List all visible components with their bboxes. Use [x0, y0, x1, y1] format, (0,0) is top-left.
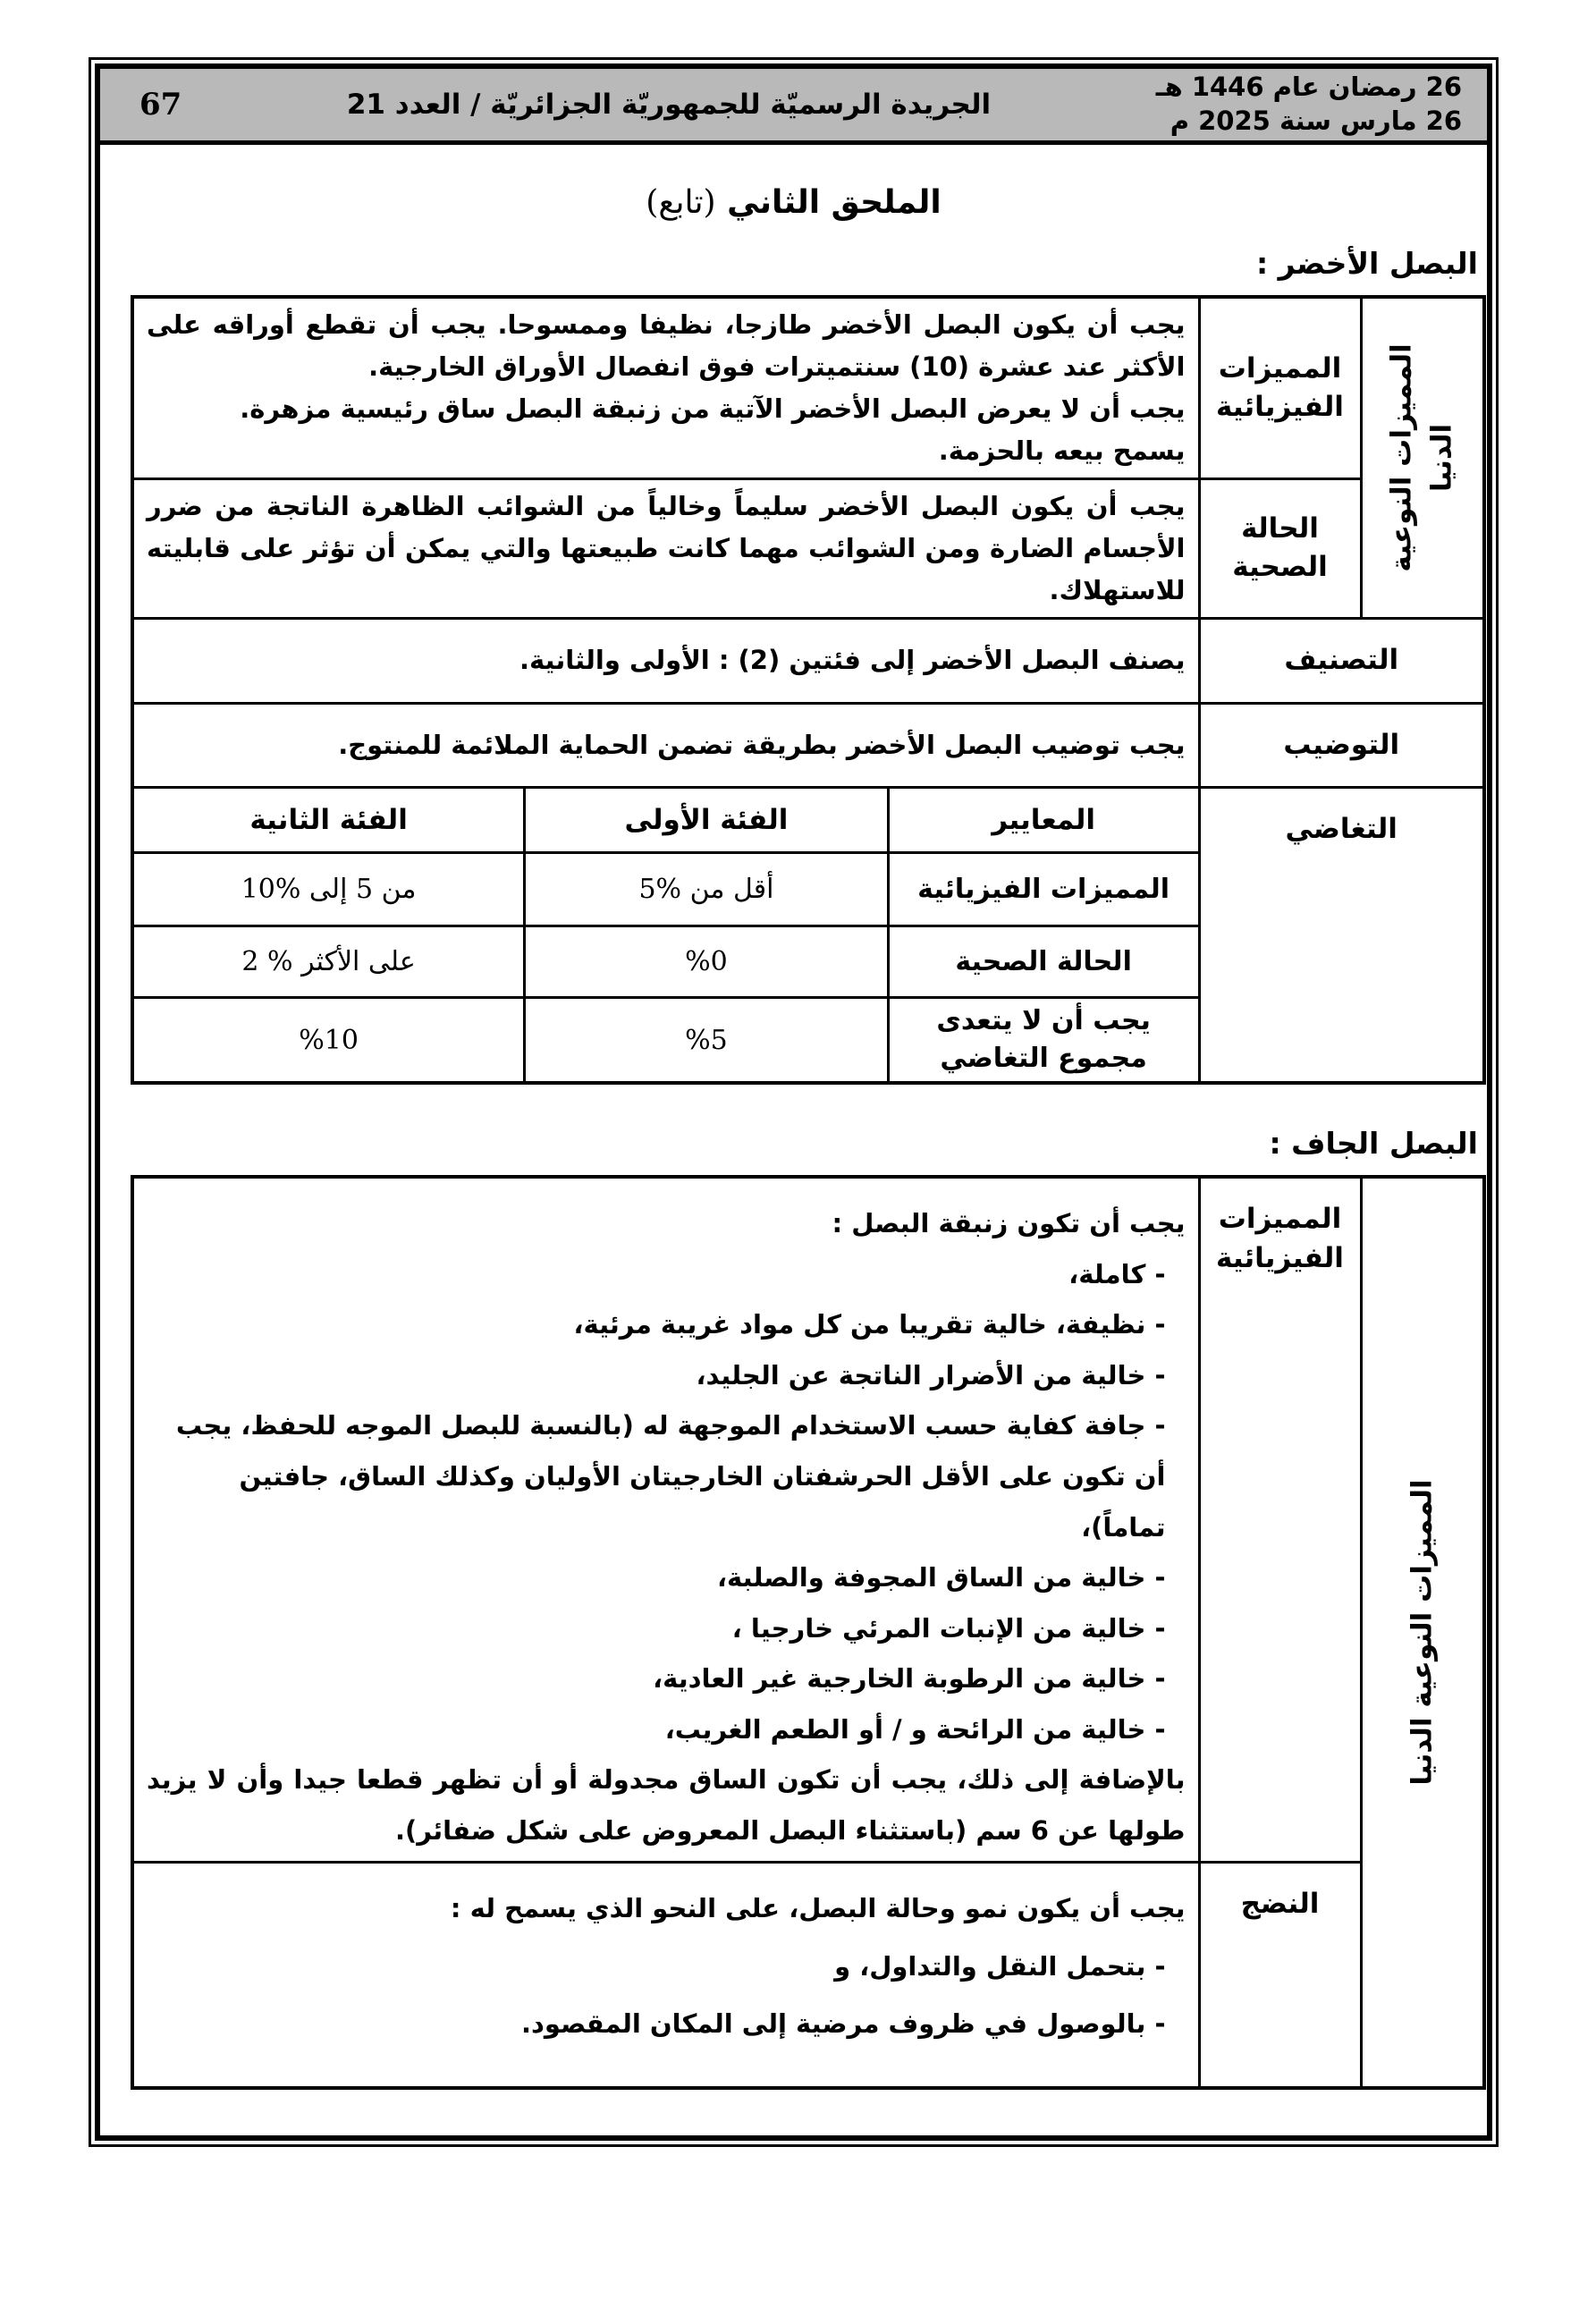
page-frame-inner [95, 63, 1492, 2141]
tolerance-col-criteria: المعايير [888, 789, 1197, 853]
gazette-header-bar [100, 69, 1487, 145]
list-item: - نظيفة، خالية تقريبا من كل مواد غريبة مرئية، [573, 1309, 1166, 1340]
annex-title [100, 184, 1487, 221]
tolerance-header-row [134, 789, 1198, 853]
header-dates [1156, 71, 1462, 138]
list-item: - خالية من الرطوبة الخارجية غير العادية، [653, 1663, 1166, 1695]
health-content-cell [132, 478, 1199, 618]
list-item: - بالوصول في ظروف مرضية إلى المكان المقصود. [520, 2008, 1166, 2040]
row-label-classification: التصنيف [1199, 618, 1484, 703]
list-item: - بتحمل النقل والتداول، و [834, 1950, 1166, 1982]
row-label-ripeness: النضج [1199, 1863, 1361, 2088]
annex-title-suffix: (تابع) [646, 184, 716, 221]
list-item: - كاملة، [1068, 1258, 1166, 1289]
table-row [132, 787, 1484, 1083]
table-row [132, 1863, 1484, 2088]
physical-content-cell [132, 1177, 1199, 1863]
vertical-label-line1: المميزات النوعية [1385, 343, 1418, 572]
section-heading-dry-onion: البصل الجاف : [1269, 1126, 1478, 1162]
row-label-packaging: التوضيب [1199, 703, 1484, 787]
vertical-label-wrap [1363, 299, 1483, 617]
dry-onion-spec-table [131, 1175, 1486, 2090]
ripeness-list [147, 1883, 1186, 2050]
list-intro: يجب أن يكون نمو وحالة البصل، على النحو الذي يسمح له : [450, 1893, 1186, 1924]
page-number: 67 [139, 87, 182, 123]
row-label-tolerance: التغاضي [1199, 787, 1484, 1083]
tolerance-criterion-cell: الحالة الصحية [888, 926, 1197, 998]
physical-content-cell [132, 297, 1199, 478]
tolerance-col-cat2: الفئة الثانية [134, 789, 525, 853]
tolerance-row [134, 998, 1198, 1082]
row-label-physical: المميزات الفيزيائية [1199, 297, 1361, 478]
table-row [132, 618, 1484, 703]
page-frame-outer [89, 57, 1499, 2147]
table-row [132, 1177, 1484, 1863]
side-label-cell [1361, 1177, 1484, 2088]
row-label-physical: المميزات الفيزيائية [1199, 1177, 1361, 1863]
annex-title-main: الملحق الثاني [727, 184, 942, 221]
tolerance-criterion-cell: يجب أن لا يتعدى مجموع التغاضي [888, 998, 1197, 1082]
packaging-content: يجب توضيب البصل الأخضر بطريقة تضمن الحماية الملائمة للمنتوج. [338, 729, 1186, 760]
side-label-cell [1361, 297, 1484, 618]
vertical-label [1382, 343, 1463, 571]
date-gregorian: 26 مارس سنة 2025 م [1170, 106, 1462, 136]
tolerance-table [134, 789, 1198, 1082]
physical-para-3: يسمح بيعه بالحزمة. [938, 435, 1186, 466]
list-item: - خالية من الأضرار الناتجة عن الجليد، [696, 1359, 1166, 1390]
gazette-title: الجريدة الرسميّة للجمهوريّة الجزائريّة / العدد 21 [346, 89, 992, 121]
list-item: - جافة كفاية حسب الاستخدام الموجهة له (بالنسبة للبصل الموجه للحفظ، يجب أن تكون على الأقل الحرشفتان الخارجيتان الأوليان وكذلك الساق، جافتين تماماً)، [175, 1410, 1166, 1543]
table-row [132, 703, 1484, 787]
list-item: - خالية من الساق المجوفة والصلبة، [717, 1562, 1166, 1593]
list-note: بالإضافة إلى ذلك، يجب أن تكون الساق مجدولة أو أن تظهر قطعا جيدا وأن لا يزيد طولها عن 6 سم (باستثناء البصل المعروض على شكل ضفائر). [147, 1764, 1186, 1846]
tolerance-cat1-cell: %0 [525, 926, 889, 998]
ripeness-content-cell [132, 1863, 1199, 2088]
tolerance-criterion-cell: المميزات الفيزيائية [888, 853, 1197, 926]
section-heading-green-onion: البصل الأخضر : [1255, 246, 1478, 281]
tolerance-row [134, 926, 1198, 998]
green-onion-spec-table [131, 295, 1486, 1085]
list-item: - خالية من الرائحة و / أو الطعم الغريب، [664, 1713, 1166, 1745]
classification-content-cell [132, 618, 1199, 703]
table-row [132, 297, 1484, 478]
packaging-content-cell [132, 703, 1199, 787]
vertical-label-wrap [1363, 1179, 1483, 2086]
tolerance-cat2-cell: من 5 إلى %10 [134, 853, 525, 926]
tolerance-col-cat1: الفئة الأولى [525, 789, 889, 853]
health-content: يجب أن يكون البصل الأخضر سليماً وخالياً من الشوائب الظاهرة الناتجة من ضرر الأجسام الضارة ومن الشوائب مهما كانت طبيعتها والتي يمكن أن تؤثر على قابليته للاستهلاك. [147, 490, 1186, 605]
gazette-page [0, 57, 1596, 2316]
physical-requirements-list [147, 1198, 1186, 1855]
tolerance-cat1-cell: %5 [525, 998, 889, 1082]
vertical-label: المميزات النوعية الدنيا [1406, 1479, 1439, 1786]
classification-content: يصنف البصل الأخضر إلى فئتين (2) : الأولى والثانية. [519, 645, 1186, 676]
table-row [132, 478, 1484, 618]
row-label-health: الحالة الصحية [1199, 478, 1361, 618]
tolerance-content-cell [132, 787, 1199, 1083]
list-intro: يجب أن تكون زنبقة البصل : [832, 1208, 1186, 1239]
tolerance-cat1-cell: أقل من %5 [525, 853, 889, 926]
tolerance-cat2-cell: %10 [134, 998, 525, 1082]
tolerance-cat2-cell: على الأكثر % 2 [134, 926, 525, 998]
physical-para-1: يجب أن يكون البصل الأخضر طازجا، نظيفا وممسوحا. يجب أن تقطع أوراقه على الأكثر عند عشرة (10) سنتميترات فوق انفصال الأوراق الخارجية. [147, 309, 1186, 382]
vertical-label-line2: الدنيا [1425, 423, 1458, 492]
physical-content [147, 304, 1186, 472]
tolerance-row [134, 853, 1198, 926]
date-hijri: 26 رمضان عام 1446 هـ [1155, 72, 1462, 103]
physical-para-2: يجب أن لا يعرض البصل الأخضر الآتية من زنبقة البصل ساق رئيسية مزهرة. [240, 393, 1186, 424]
list-item: - خالية من الإنبات المرئي خارجيا ، [731, 1612, 1166, 1644]
